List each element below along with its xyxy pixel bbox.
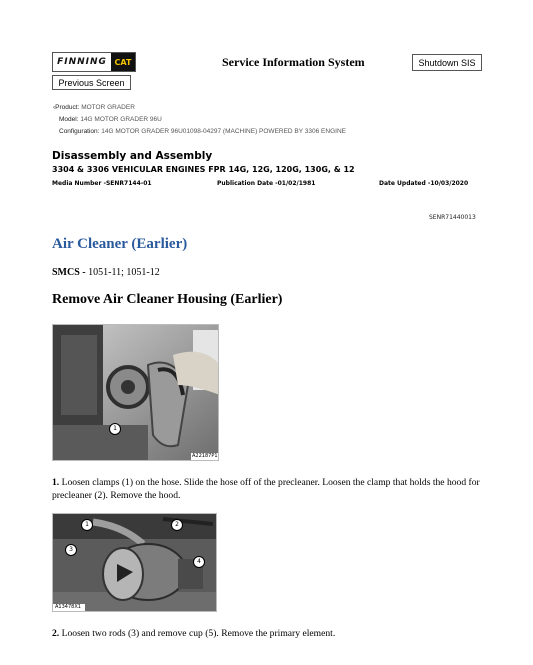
- configuration-value: 14G MOTOR GRADER 96U01098-04297 (MACHINE) POWERED BY 3306 ENGINE: [101, 128, 346, 135]
- logo-text: FINNING: [57, 57, 107, 67]
- smcs-value: 1051-11; 1051-12: [88, 267, 160, 278]
- engine-photo-1: [53, 325, 219, 461]
- callout-3: 3: [65, 544, 77, 556]
- shutdown-sis-button[interactable]: Shutdown SIS: [412, 54, 482, 71]
- step-number: 1.: [52, 477, 60, 488]
- procedure-title: Remove Air Cleaner Housing (Earlier): [52, 292, 283, 307]
- smcs-line: [52, 267, 160, 278]
- product-line: [53, 104, 135, 111]
- configuration-line: [59, 128, 346, 135]
- model-line: [59, 116, 162, 123]
- page-title: Air Cleaner (Earlier): [52, 236, 188, 252]
- model-value: 14G MOTOR GRADER 96U: [80, 116, 162, 123]
- date-updated: Date Updated -10/03/2020: [379, 180, 469, 187]
- figure-1-photo: [52, 324, 219, 461]
- callout-4: 4: [193, 556, 205, 568]
- section-subheading: 3304 & 3306 VEHICULAR ENGINES FPR 14G, 12G, 120G, 130G, & 12: [52, 165, 355, 174]
- step-text: Loosen clamps (1) on the hose. Slide the hose off of the precleaner. Loosen the clamp that holds the hood for precleaner (2). Remove the hood.: [52, 477, 480, 501]
- configuration-label: Configuration:: [59, 128, 100, 135]
- step-number: 2.: [52, 628, 60, 639]
- step-text: Loosen two rods (3) and remove cup (5). Remove the primary element.: [61, 628, 336, 639]
- figure-code: A22187P1: [192, 453, 218, 459]
- model-label: Model:: [59, 116, 79, 123]
- cat-logo-mark: CAT: [111, 53, 135, 71]
- step-1: [52, 477, 492, 502]
- publication-date: Publication Date -01/02/1981: [217, 180, 316, 187]
- back-arrow-icon: ‹: [53, 104, 56, 111]
- media-number: Media Number -SENR7144-01: [52, 180, 152, 187]
- finning-cat-logo: [52, 52, 136, 72]
- step-2: [52, 628, 492, 641]
- system-title: Service Information System: [222, 55, 365, 69]
- figure-code: A13478X1: [55, 604, 81, 610]
- product-label: Product:: [55, 104, 80, 111]
- smcs-label: SMCS -: [52, 267, 86, 278]
- callout-1: 1: [109, 423, 121, 435]
- figure-2-photo: [52, 513, 217, 612]
- section-heading: Disassembly and Assembly: [52, 150, 213, 162]
- previous-screen-button[interactable]: Previous Screen: [52, 75, 131, 90]
- product-value: MOTOR GRADER: [81, 104, 135, 111]
- callout-2: 2: [171, 519, 183, 531]
- callout-1: 1: [81, 519, 93, 531]
- document-id: SENR71440013: [429, 214, 476, 221]
